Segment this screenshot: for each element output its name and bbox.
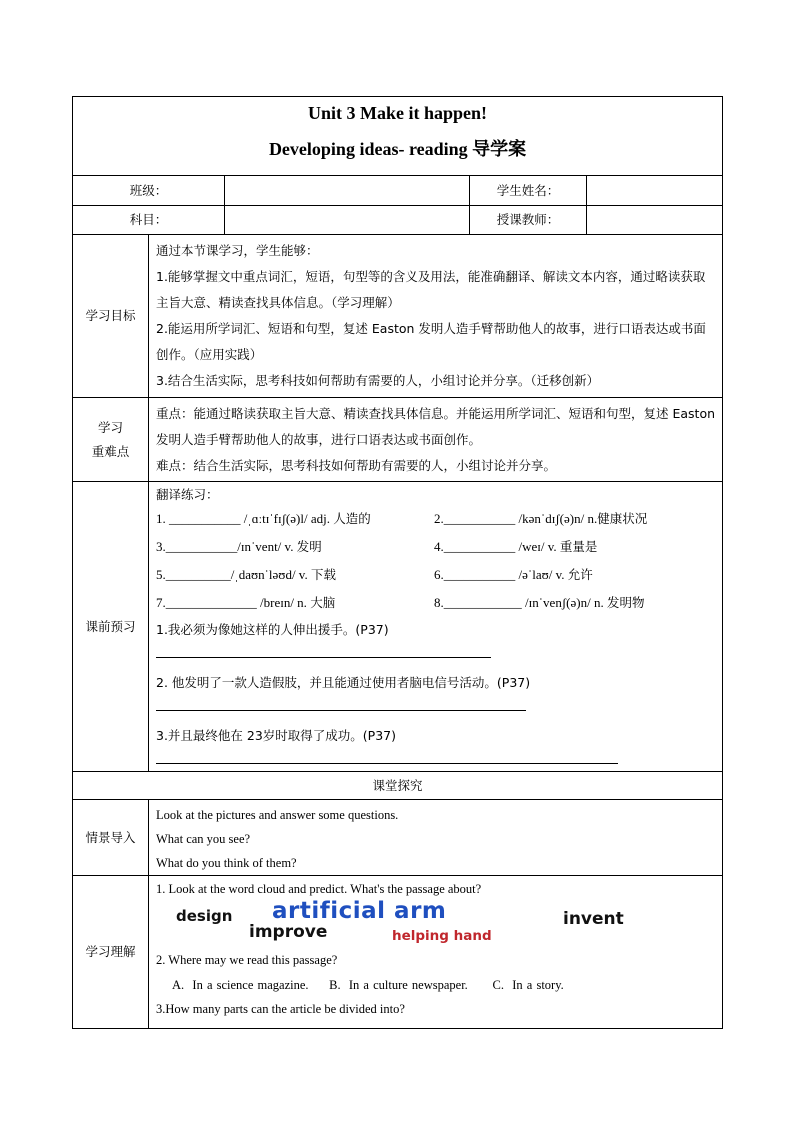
student-name-field[interactable] (587, 176, 723, 206)
vocab-phonetic-6: /əˈlaʊ/ v. (515, 567, 568, 582)
objective-2: 2.能运用所学词汇、短语和句型，复述 Easton 发明人造手臂帮助他人的故事，进行口语表达或书面创作。（应用实践） (156, 321, 706, 362)
vocab-phonetic-5: /ˌdaʊnˈləʊd/ v. (230, 567, 311, 582)
cloud-word-helping-hand: helping hand (392, 928, 492, 944)
vocab-meaning-7: 大脑 (310, 595, 336, 610)
vocab-meaning-6: 允许 (567, 567, 593, 582)
subject-field[interactable] (225, 206, 470, 235)
vocab-row (156, 561, 716, 589)
question-3: 3.How many parts can the article be divided into? (156, 1002, 405, 1016)
objectives-content (149, 235, 723, 398)
vocab-meaning-5: 下载 (310, 567, 336, 582)
vocab-meaning-1: 人造的 (333, 511, 371, 526)
vocab-phonetic-2: /kənˈdɪʃ(ə)n/ n. (515, 511, 598, 526)
class-field[interactable] (225, 176, 470, 206)
objectives-label: 学习目标 (73, 235, 149, 398)
answer-line-2[interactable] (156, 696, 526, 711)
answer-line-1[interactable] (156, 643, 491, 658)
key-points-label-1: 学习 (97, 419, 123, 435)
sentence-3: 3.并且最终他在 23岁时取得了成功。(P37) (156, 728, 397, 743)
vocab-blank-2[interactable]: 2.___________ (434, 511, 516, 526)
word-cloud (156, 898, 716, 947)
key-point: 重点：能通过略读获取主旨大意、精读查找具体信息。并能运用所学词汇、短语和句型，复述 Easton 发明人造手臂帮助他人的故事，进行口语表达或书面创作。 (156, 406, 716, 447)
vocab-blank-1[interactable]: 1. ___________ (156, 511, 241, 526)
page-subtitle: Developing ideas- reading 导学案 (268, 139, 527, 159)
vocab-blank-6[interactable]: 6.___________ (434, 567, 516, 582)
subject-label: 科目： (73, 206, 225, 235)
preview-content (149, 482, 723, 772)
vocab-phonetic-3: /ɪnˈvent/ v. (237, 539, 297, 554)
vocab-blank-8[interactable]: 8.____________ (434, 595, 522, 610)
student-name-label: 学生姓名： (470, 176, 587, 206)
question-2: 2. Where may we read this passage? (156, 953, 338, 967)
objective-3: 3.结合生活实际，思考科技如何帮助有需要的人，小组讨论并分享。（迁移创新） (156, 373, 600, 388)
key-points-content (149, 398, 723, 482)
preview-label: 课前预习 (73, 482, 149, 772)
question-2-options: A. In a science magazine. B. In a culture newspaper. C. In a story. (172, 978, 564, 992)
vocab-meaning-4: 重量是 (559, 539, 598, 554)
lead-in-content (149, 800, 723, 876)
class-label: 班级： (73, 176, 225, 206)
vocab-blank-5[interactable]: 5.__________ (156, 567, 231, 582)
lead-in-label: 情景导入 (73, 800, 149, 876)
lead-in-line-1: Look at the pictures and answer some questions. (156, 808, 399, 822)
lead-in-line-3: What do you think of them? (156, 856, 297, 870)
vocab-row (156, 589, 716, 617)
vocab-blank-3[interactable]: 3.___________ (156, 539, 238, 554)
question-1: 1. Look at the word cloud and predict. What's the passage about? (156, 882, 482, 896)
cloud-word-design: design (176, 907, 233, 925)
vocab-phonetic-8: /ɪnˈvenʃ(ə)n/ n. (521, 595, 607, 610)
translation-heading: 翻译练习： (156, 487, 219, 502)
comprehension-content (149, 876, 723, 1029)
key-points-label (73, 398, 149, 482)
study-guide-table (72, 96, 723, 1029)
difficult-point: 难点：结合生活实际，思考科技如何帮助有需要的人，小组讨论并分享。 (156, 458, 557, 473)
cloud-word-invent: invent (563, 909, 624, 929)
sentence-2: 2. 他发明了一款人造假肢，并且能通过使用者脑电信号活动。(P37) (156, 675, 531, 690)
vocab-meaning-2: 健康状况 (597, 511, 648, 526)
objectives-intro: 通过本节课学习，学生能够： (156, 243, 319, 258)
exploration-heading: 课堂探究 (73, 772, 723, 800)
teacher-label: 授课教师： (470, 206, 587, 235)
vocab-blank-4[interactable]: 4.___________ (434, 539, 516, 554)
vocab-meaning-3: 发明 (296, 539, 322, 554)
key-points-label-2: 重难点 (91, 443, 130, 459)
vocab-meaning-8: 发明物 (606, 595, 645, 610)
answer-line-3[interactable] (156, 749, 618, 764)
cloud-word-improve: improve (249, 922, 328, 942)
vocab-row (156, 505, 716, 533)
vocab-phonetic-4: /weɪ/ v. (515, 539, 560, 554)
objective-1: 1.能够掌握文中重点词汇，短语，句型等的含义及用法，能准确翻译、解读文本内容，通过略读获取主旨大意、精读查找具体信息。（学习理解） (156, 269, 706, 310)
vocab-blank-7[interactable]: 7.______________ (156, 595, 257, 610)
comprehension-label: 学习理解 (73, 876, 149, 1029)
page-title: Unit 3 Make it happen! (308, 103, 488, 123)
vocab-row (156, 533, 716, 561)
sentence-1: 1.我必须为像她这样的人伸出援手。(P37) (156, 622, 389, 637)
title-cell (73, 97, 723, 176)
vocab-phonetic-7: /breɪn/ n. (256, 595, 311, 610)
cloud-word-artificial-arm: artificial arm (272, 898, 447, 924)
vocab-phonetic-1: /ˌɑːtɪˈfɪʃ(ə)l/ adj. (240, 511, 334, 526)
teacher-field[interactable] (587, 206, 723, 235)
lead-in-line-2: What can you see? (156, 832, 251, 846)
